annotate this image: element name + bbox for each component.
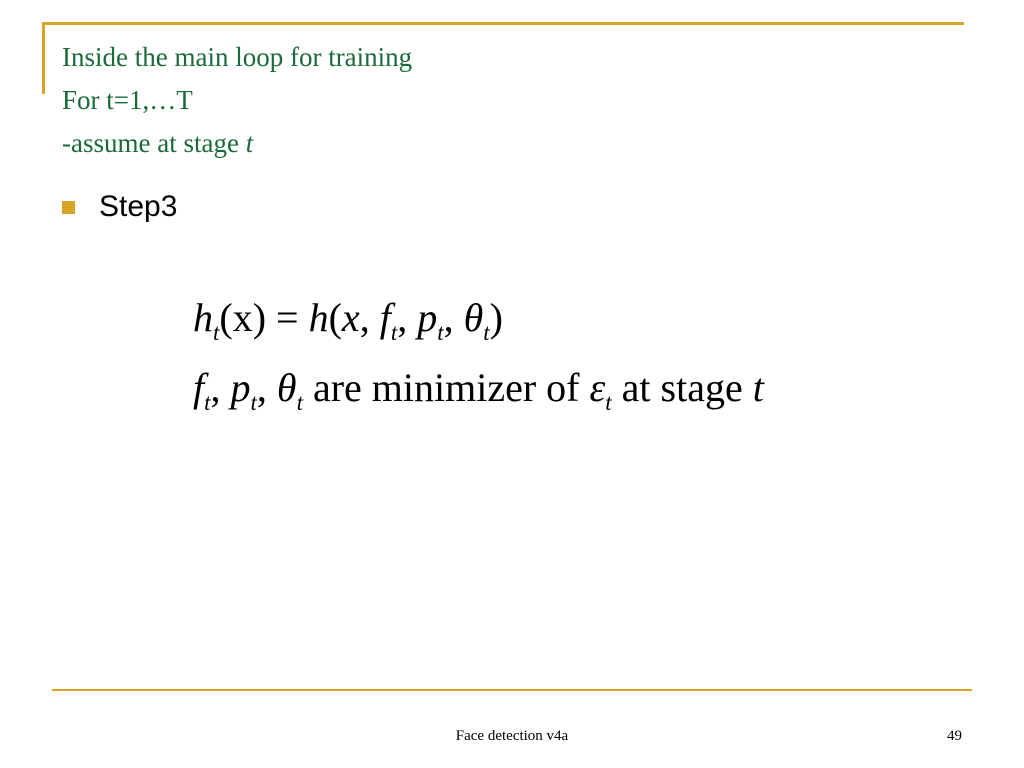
eq1-p-sub: t: [437, 320, 444, 345]
title-line-2: For t=1,…T: [62, 85, 193, 115]
eq1-open-paren: (: [328, 295, 342, 340]
title-line-3-text: -assume at stage: [62, 128, 246, 158]
eq1-equals: =: [266, 295, 309, 340]
footer-rule: [52, 689, 972, 691]
eq2-epsilon: ε: [589, 365, 606, 410]
bullet-square-icon: [62, 201, 75, 214]
eq2-p-sub: t: [250, 390, 257, 415]
eq1-f-sub: t: [390, 320, 398, 345]
eq1-comma-2: ,: [397, 295, 418, 340]
page-number: 49: [947, 728, 962, 744]
footer-text: Face detection v4a: [455, 728, 569, 744]
eq2-at-stage-text: at stage: [611, 365, 753, 410]
eq1-f: f: [379, 295, 391, 340]
eq2-theta: θ: [276, 365, 297, 410]
frame-left-rule: [42, 22, 45, 94]
title-line-3-var: t: [245, 128, 254, 158]
slide-title: [62, 36, 412, 165]
eq1-comma-1: ,: [359, 295, 380, 340]
eq2-f: f: [193, 365, 205, 410]
equation-2: [193, 364, 764, 416]
eq2-comma-2: ,: [256, 365, 277, 410]
eq2-comma-1: ,: [210, 365, 231, 410]
eq1-x: x: [341, 295, 360, 340]
eq1-theta-sub: t: [483, 320, 490, 345]
bullet-item: [62, 190, 177, 224]
eq2-p: p: [230, 365, 251, 410]
eq1-sub-t: t: [213, 320, 220, 345]
eq1-h2: h: [308, 295, 329, 340]
bullet-text: Step3: [99, 190, 178, 223]
eq2-are-text: are minimizer of: [302, 365, 590, 410]
eq1-comma-3: ,: [443, 295, 464, 340]
title-line-3: [62, 122, 412, 165]
eq2-t: t: [752, 365, 764, 410]
eq1-p: p: [417, 295, 438, 340]
eq1-lhs-arg: (x): [219, 295, 267, 340]
eq2-epsilon-sub: t: [605, 390, 612, 415]
title-line-1: Inside the main loop for training: [62, 42, 413, 72]
eq2-f-sub: t: [204, 390, 211, 415]
eq1-h: h: [193, 295, 213, 340]
eq1-close-paren: ): [489, 295, 503, 340]
eq1-theta: θ: [463, 295, 484, 340]
eq2-theta-sub: t: [296, 390, 303, 415]
equation-1: [193, 294, 503, 346]
frame-top-rule: [42, 22, 964, 25]
